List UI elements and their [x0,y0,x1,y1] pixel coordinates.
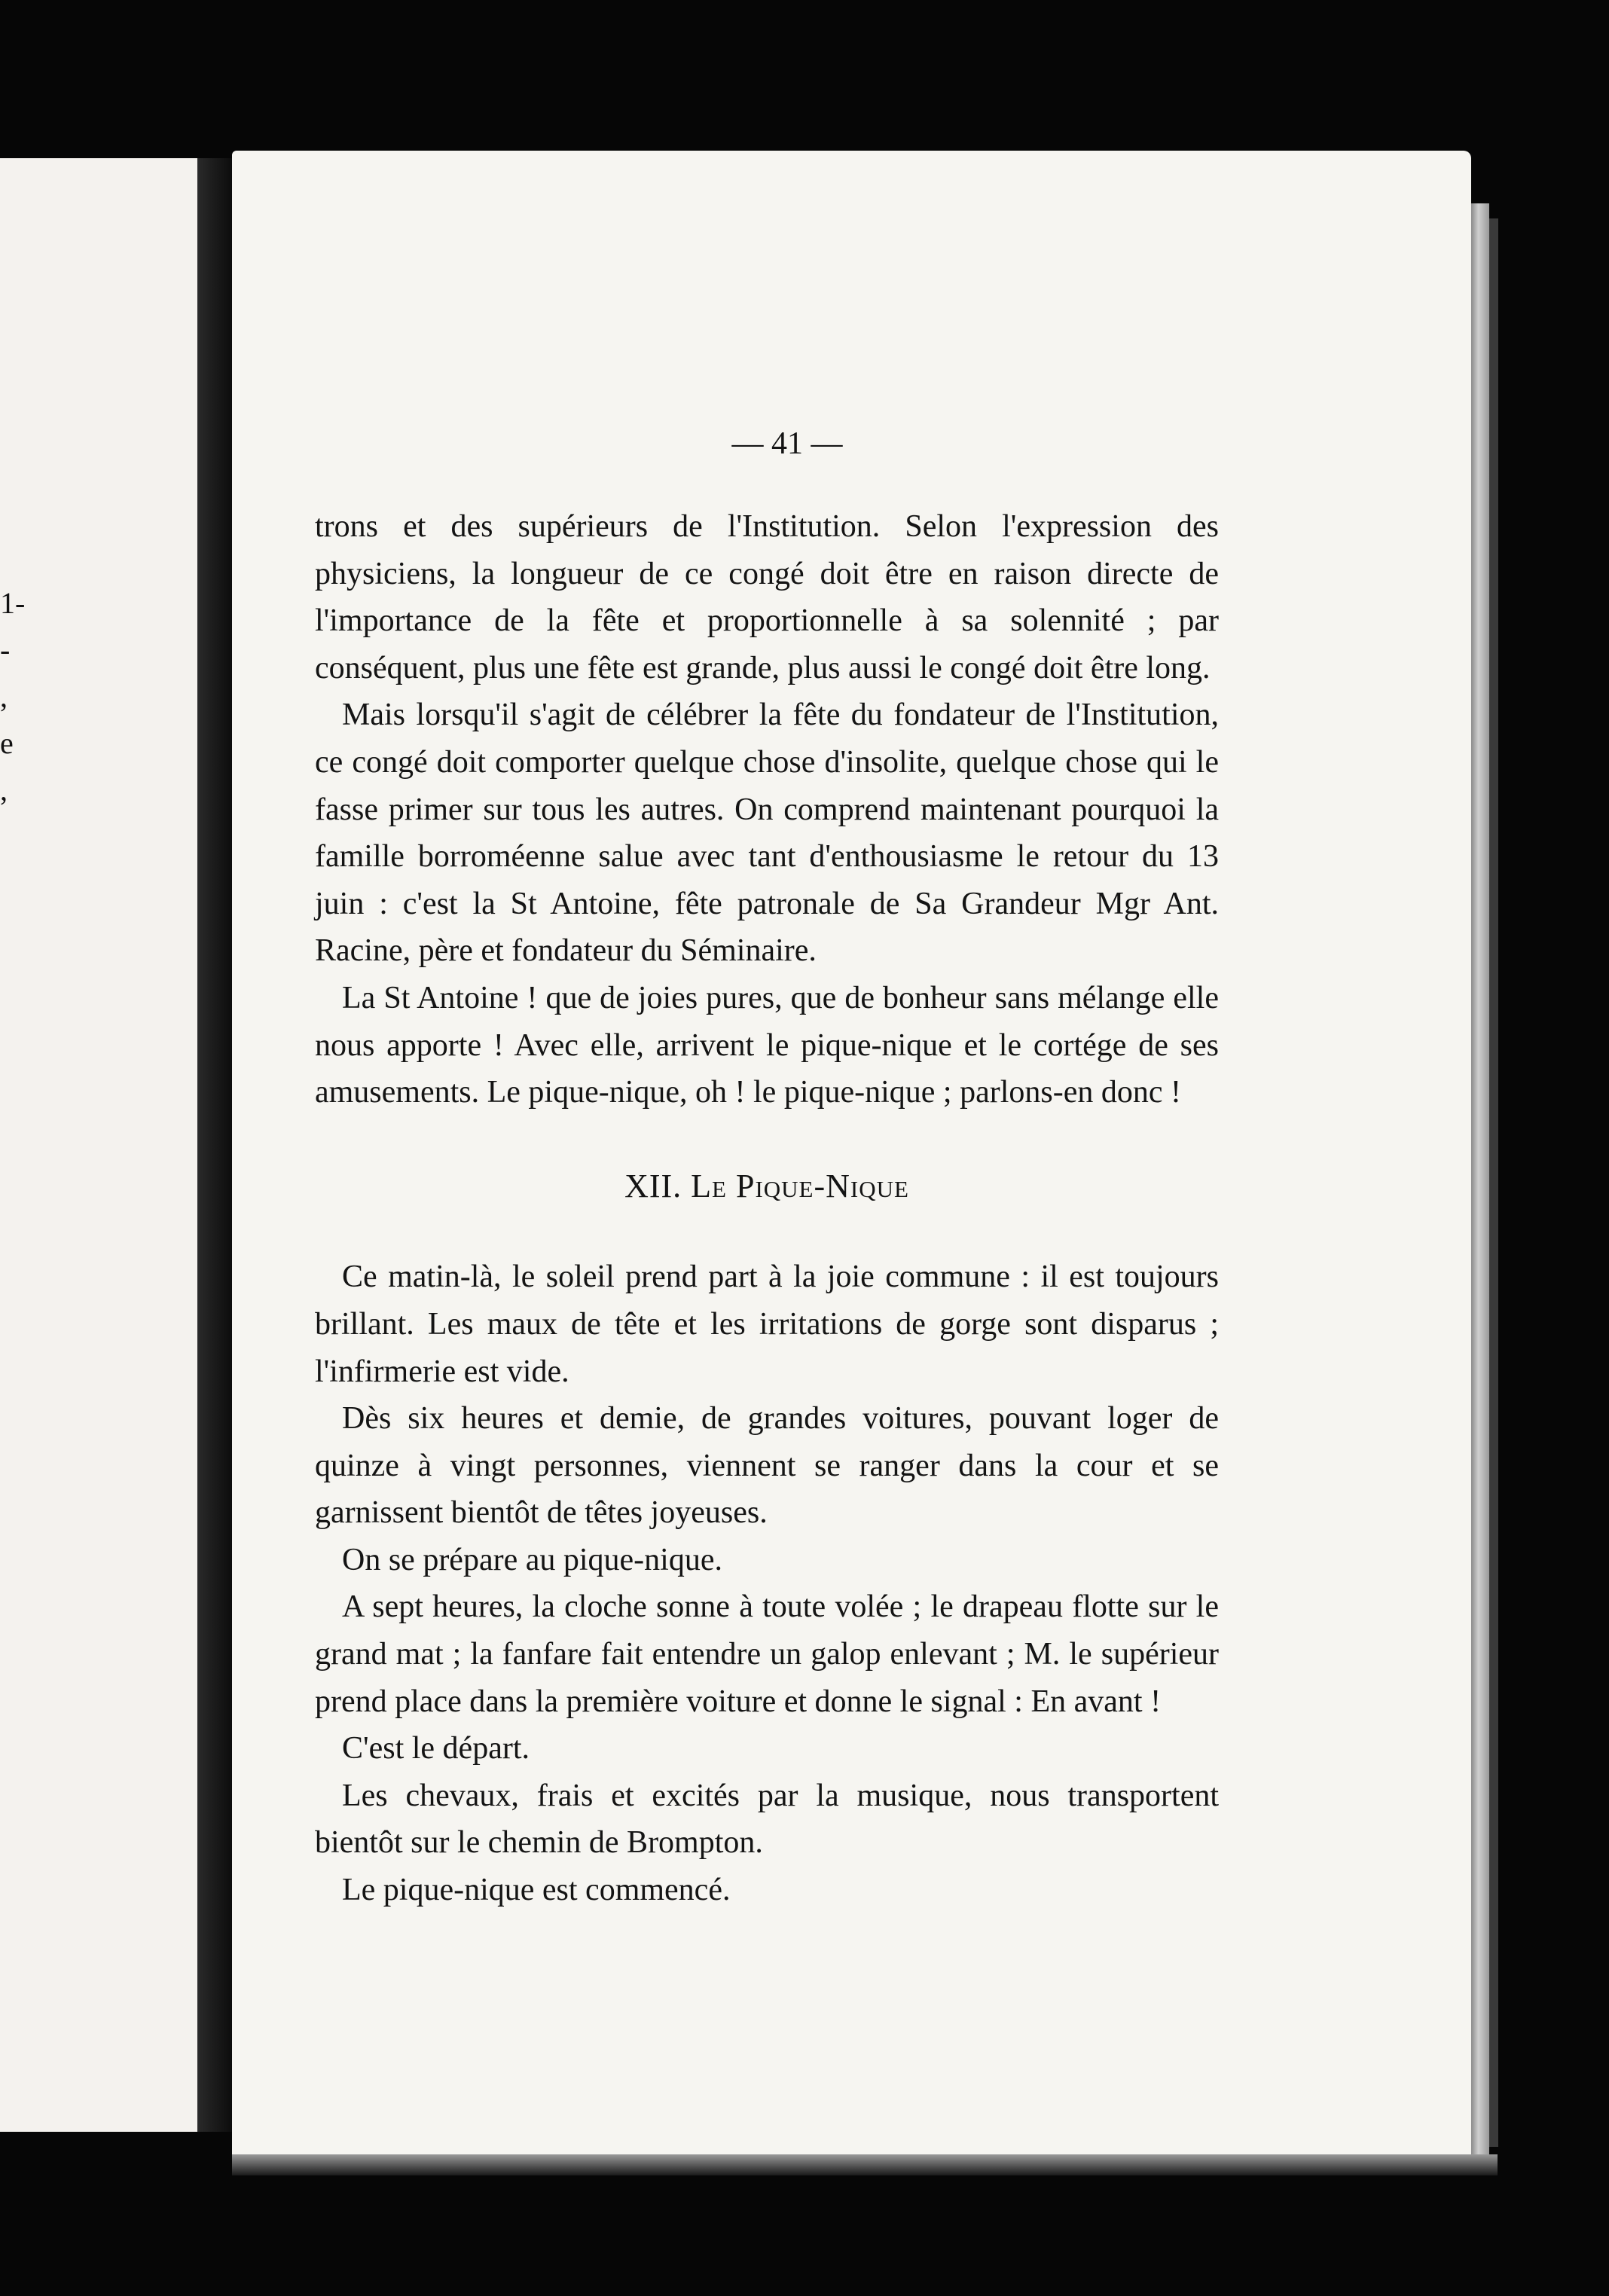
chapter-heading [315,1163,1219,1211]
paragraph: Mais lorsqu'il s'agit de célébrer la fête du fondateur de l'Institution, ce congé doit comporter quelque chose d'insolite, quelque chose qui le fasse primer sur tous les autres. On comprend maintenant pourquoi la famille borroméenne salue avec tant d'enthousiasme le retour du 13 juin : c'est la St Antoine, fête patronale de Sa Grandeur Mgr Ant. Racine, père et fondateur du Séminaire. [315,698,1219,969]
margin-mark: 1- [0,586,26,620]
margin-mark: , [0,773,8,807]
paragraph: Les chevaux, frais et excités par la musique, nous transportent bientôt sur le chemin de Brompton. [315,1778,1219,1861]
margin-mark: e [0,726,14,760]
paragraph: La St Antoine ! que de joies pures, que de bonheur sans mélange elle nous apporte ! Avec elle, arrivent le pique-nique et le cortége de ses amusements. Le pique-nique, oh ! le pique-nique ; parlons-en donc ! [315,980,1219,1110]
book-gutter [197,158,232,2132]
margin-mark: , [0,679,8,713]
paragraph: Ce matin-là, le soleil prend part à la joie commune : il est toujours brillant. Les maux de tête et les irritations de gorge sont disparus ; l'infirmerie est vide. [315,1259,1219,1389]
page-edge [1471,203,1489,2162]
paragraph: trons et des supérieurs de l'Institution. Selon l'expression des physiciens, la longueur de ce congé doit être en raison directe de l'importance de la fête et proportionnelle à sa solennité ; par conséquent, plus une fête est grande, plus aussi le congé doit être long. [315,509,1219,685]
left-page-margin-marks [0,580,25,814]
paragraph: Le pique-nique est commencé. [342,1873,731,1908]
margin-mark: - [0,633,11,667]
page-number: — 41 — [731,426,843,461]
paragraph: C'est le départ. [342,1731,530,1766]
left-facing-page [0,158,205,2132]
chapter-title: Le Pique-Nique [691,1167,909,1204]
cover-edge [1489,218,1498,2147]
chapter-number: XII. [624,1167,682,1204]
page-body [315,422,1219,1914]
paragraph: A sept heures, la cloche sonne à toute volée ; le drapeau flotte sur le grand mat ; la fanfare fait entendre un galop enlevant ; M. le supérieur prend place dans la première voiture et donne le signal : En avant ! [315,1589,1219,1719]
paragraph: On se prépare au pique-nique. [342,1542,722,1577]
page-bottom-shadow [232,2154,1498,2175]
paragraph: Dès six heures et demie, de grandes voitures, pouvant loger de quinze à vingt personnes, viennent se ranger dans la cour et se garnissent bientôt de têtes joyeuses. [315,1401,1219,1531]
